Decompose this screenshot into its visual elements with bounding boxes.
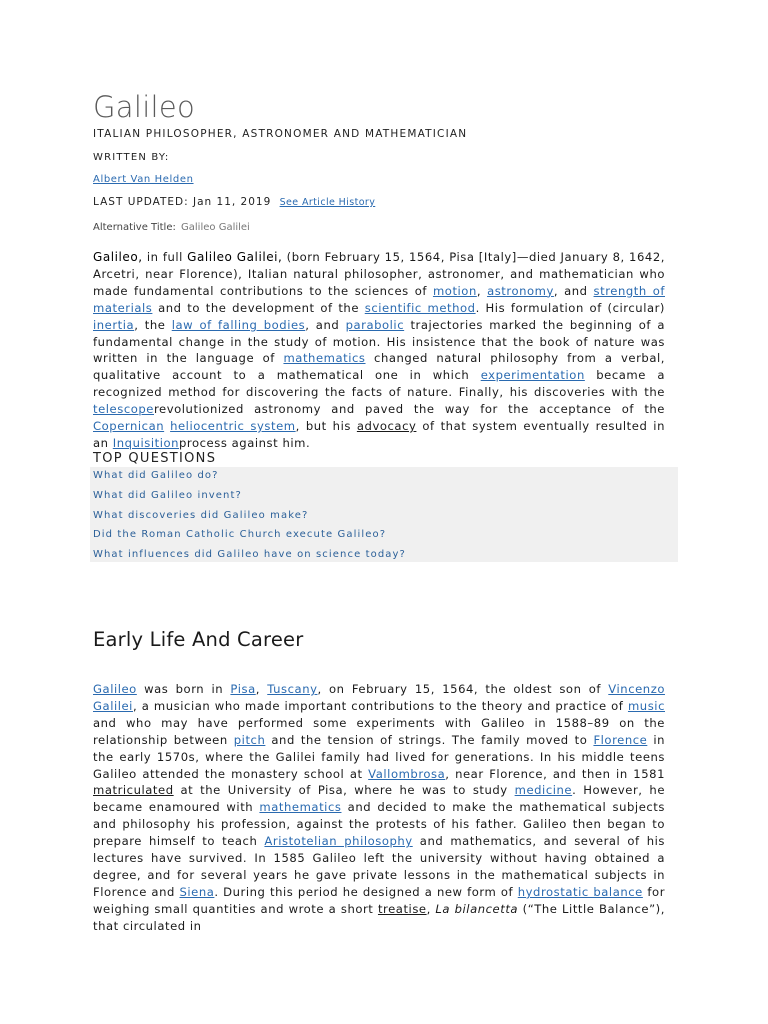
link-advocacy[interactable]: advocacy <box>356 419 417 434</box>
alternative-title <box>93 222 250 233</box>
early-text: was born in <box>136 682 231 696</box>
top-question-item[interactable]: What did Galileo do? <box>93 470 219 481</box>
link-galileo[interactable]: Galileo <box>93 682 137 696</box>
link-siena[interactable]: Siena <box>179 884 215 899</box>
link-hydrostatic-balance[interactable]: hydrostatic balance <box>517 884 643 899</box>
link-treatise[interactable]: treatise <box>377 901 427 916</box>
link-vincenzo-galilei[interactable]: Vincenzo Galilei <box>93 682 665 713</box>
top-question-item[interactable]: What did Galileo invent? <box>93 490 242 501</box>
link-medicine[interactable]: medicine <box>514 783 573 798</box>
article-title: Galileo <box>93 90 196 124</box>
intro-name: Galileo, <box>93 250 143 264</box>
link-matriculated[interactable]: matriculated <box>93 783 174 798</box>
intro-text: in full <box>142 250 188 264</box>
section-heading-early-life: Early Life And Career <box>93 628 304 651</box>
early-text: in the early 1570s, where the Galilei family had lived for generations. In his middle teens Galileo attended the monastery school at <box>93 732 666 781</box>
link-copernican[interactable]: Copernican <box>93 419 165 434</box>
link-pisa[interactable]: Pisa <box>230 682 256 696</box>
intro-text: , the <box>134 317 172 332</box>
intro-text: became a recognized method for discovering the facts of nature. Finally, his discoveries with the <box>93 368 666 400</box>
link-inertia[interactable]: inertia <box>93 317 135 332</box>
intro-text: process against him. <box>179 435 311 450</box>
link-mathematics[interactable]: mathematics <box>259 800 342 815</box>
last-updated <box>93 196 375 208</box>
link-motion[interactable]: motion <box>432 283 477 298</box>
article-subtitle: ITALIAN PHILOSOPHER, ASTRONOMER AND MATHEMATICIAN <box>93 128 468 140</box>
alternative-title-label: Alternative Title: <box>93 222 176 233</box>
early-text: , on February 15, 1564, the oldest son of <box>317 682 609 696</box>
early-life-paragraph <box>93 681 665 935</box>
link-aristotelian-philosophy[interactable]: Aristotelian philosophy <box>264 834 413 849</box>
early-text: , <box>426 901 436 916</box>
link-florence[interactable]: Florence <box>593 732 648 747</box>
link-inquisition[interactable]: Inquisition <box>112 435 180 450</box>
link-astronomy[interactable]: astronomy <box>487 283 554 298</box>
link-experimentation[interactable]: experimentation <box>480 368 585 383</box>
intro-text: trajectories marked the beginning of a fundamental change in the study of motion. His insistence that the book of nature was written in the language of <box>93 317 665 366</box>
intro-text: changed natural philosophy from a verbal, qualitative account to a mathematical one in which <box>93 351 665 383</box>
early-text: , <box>255 682 268 696</box>
early-text: (“The Little Balance”), that circulated in <box>93 901 665 933</box>
top-question-item[interactable]: What discoveries did Galileo make? <box>93 510 309 521</box>
link-music[interactable]: music <box>627 698 665 713</box>
link-tuscany[interactable]: Tuscany <box>267 682 318 696</box>
early-text: , near Florence, and then in 1581 <box>445 766 665 781</box>
alternative-title-value: Galileo Galilei <box>181 222 250 233</box>
link-scientific-method[interactable]: scientific method <box>364 300 476 315</box>
intro-text: , but his <box>295 419 357 434</box>
early-text: for weighing small quantities and wrote a short <box>93 884 666 916</box>
top-question-item[interactable]: Did the Roman Catholic Church execute Galileo? <box>93 529 387 540</box>
link-parabolic[interactable]: parabolic <box>345 317 405 332</box>
early-text: at the University of Pisa, where he was to study <box>173 783 515 798</box>
book-title: La bilancetta <box>435 901 519 916</box>
intro-text: of that system eventually resulted in an <box>93 419 665 450</box>
author-link[interactable]: Albert Van Helden <box>93 174 194 185</box>
link-mathematics[interactable]: mathematics <box>283 351 366 366</box>
early-text: and the tension of strings. The family moved to <box>265 732 594 747</box>
early-text: and who may have performed some experiments with Galileo in 1588–89 on the relationship between <box>93 715 665 747</box>
early-text: , a musician who made important contributions to the theory and practice of <box>132 698 628 713</box>
top-questions-list <box>90 467 678 562</box>
last-updated-label: LAST UPDATED: Jan 11, 2019 <box>93 196 272 208</box>
intro-text: , and <box>305 317 346 332</box>
early-text: and decided to make the mathematical subjects and philosophy his profession, against the protests of his father. Galileo then began to prepare himself to teach <box>93 800 665 849</box>
written-by-label: WRITTEN BY: <box>93 152 170 163</box>
link-heliocentric-system[interactable]: heliocentric system <box>170 419 296 434</box>
intro-text: and to the development of the <box>152 300 365 315</box>
link-vallombrosa[interactable]: Vallombrosa <box>368 766 446 781</box>
link-strength-of-materials[interactable]: strength of materials <box>93 283 665 315</box>
top-questions-heading: TOP QUESTIONS <box>93 451 217 466</box>
link-law-of-falling-bodies[interactable]: law of falling bodies <box>171 317 306 332</box>
intro-text: (born February 15, 1564, Pisa [Italy]—died January 8, 1642, Arcetri, near Florence), Italian natural philosopher, astronomer, and mathematician who made fundamental contributions to the sciences of <box>93 250 666 298</box>
link-telescope[interactable]: telescope <box>93 402 154 417</box>
early-text: . However, he became enamoured with <box>93 783 665 815</box>
early-text: and mathematics, and several of his lectures have survived. In 1585 Galileo left the university without having obtained a degree, and for several years he gave private lessons in the mathematical subjects in Florence and <box>93 834 665 899</box>
intro-text: revolutionized astronomy and paved the way for the acceptance of the <box>153 402 665 417</box>
intro-paragraph <box>93 249 665 452</box>
intro-full-name: Galileo Galilei, <box>187 250 283 264</box>
early-text: . During this period he designed a new form of <box>214 884 518 899</box>
link-pitch[interactable]: pitch <box>233 732 266 747</box>
intro-text: , and <box>553 283 594 298</box>
intro-text: , <box>476 283 488 298</box>
top-question-item[interactable]: What influences did Galileo have on science today? <box>93 549 406 560</box>
article-history-link[interactable]: See Article History <box>279 197 376 208</box>
intro-text: . His formulation of (circular) <box>475 300 666 315</box>
